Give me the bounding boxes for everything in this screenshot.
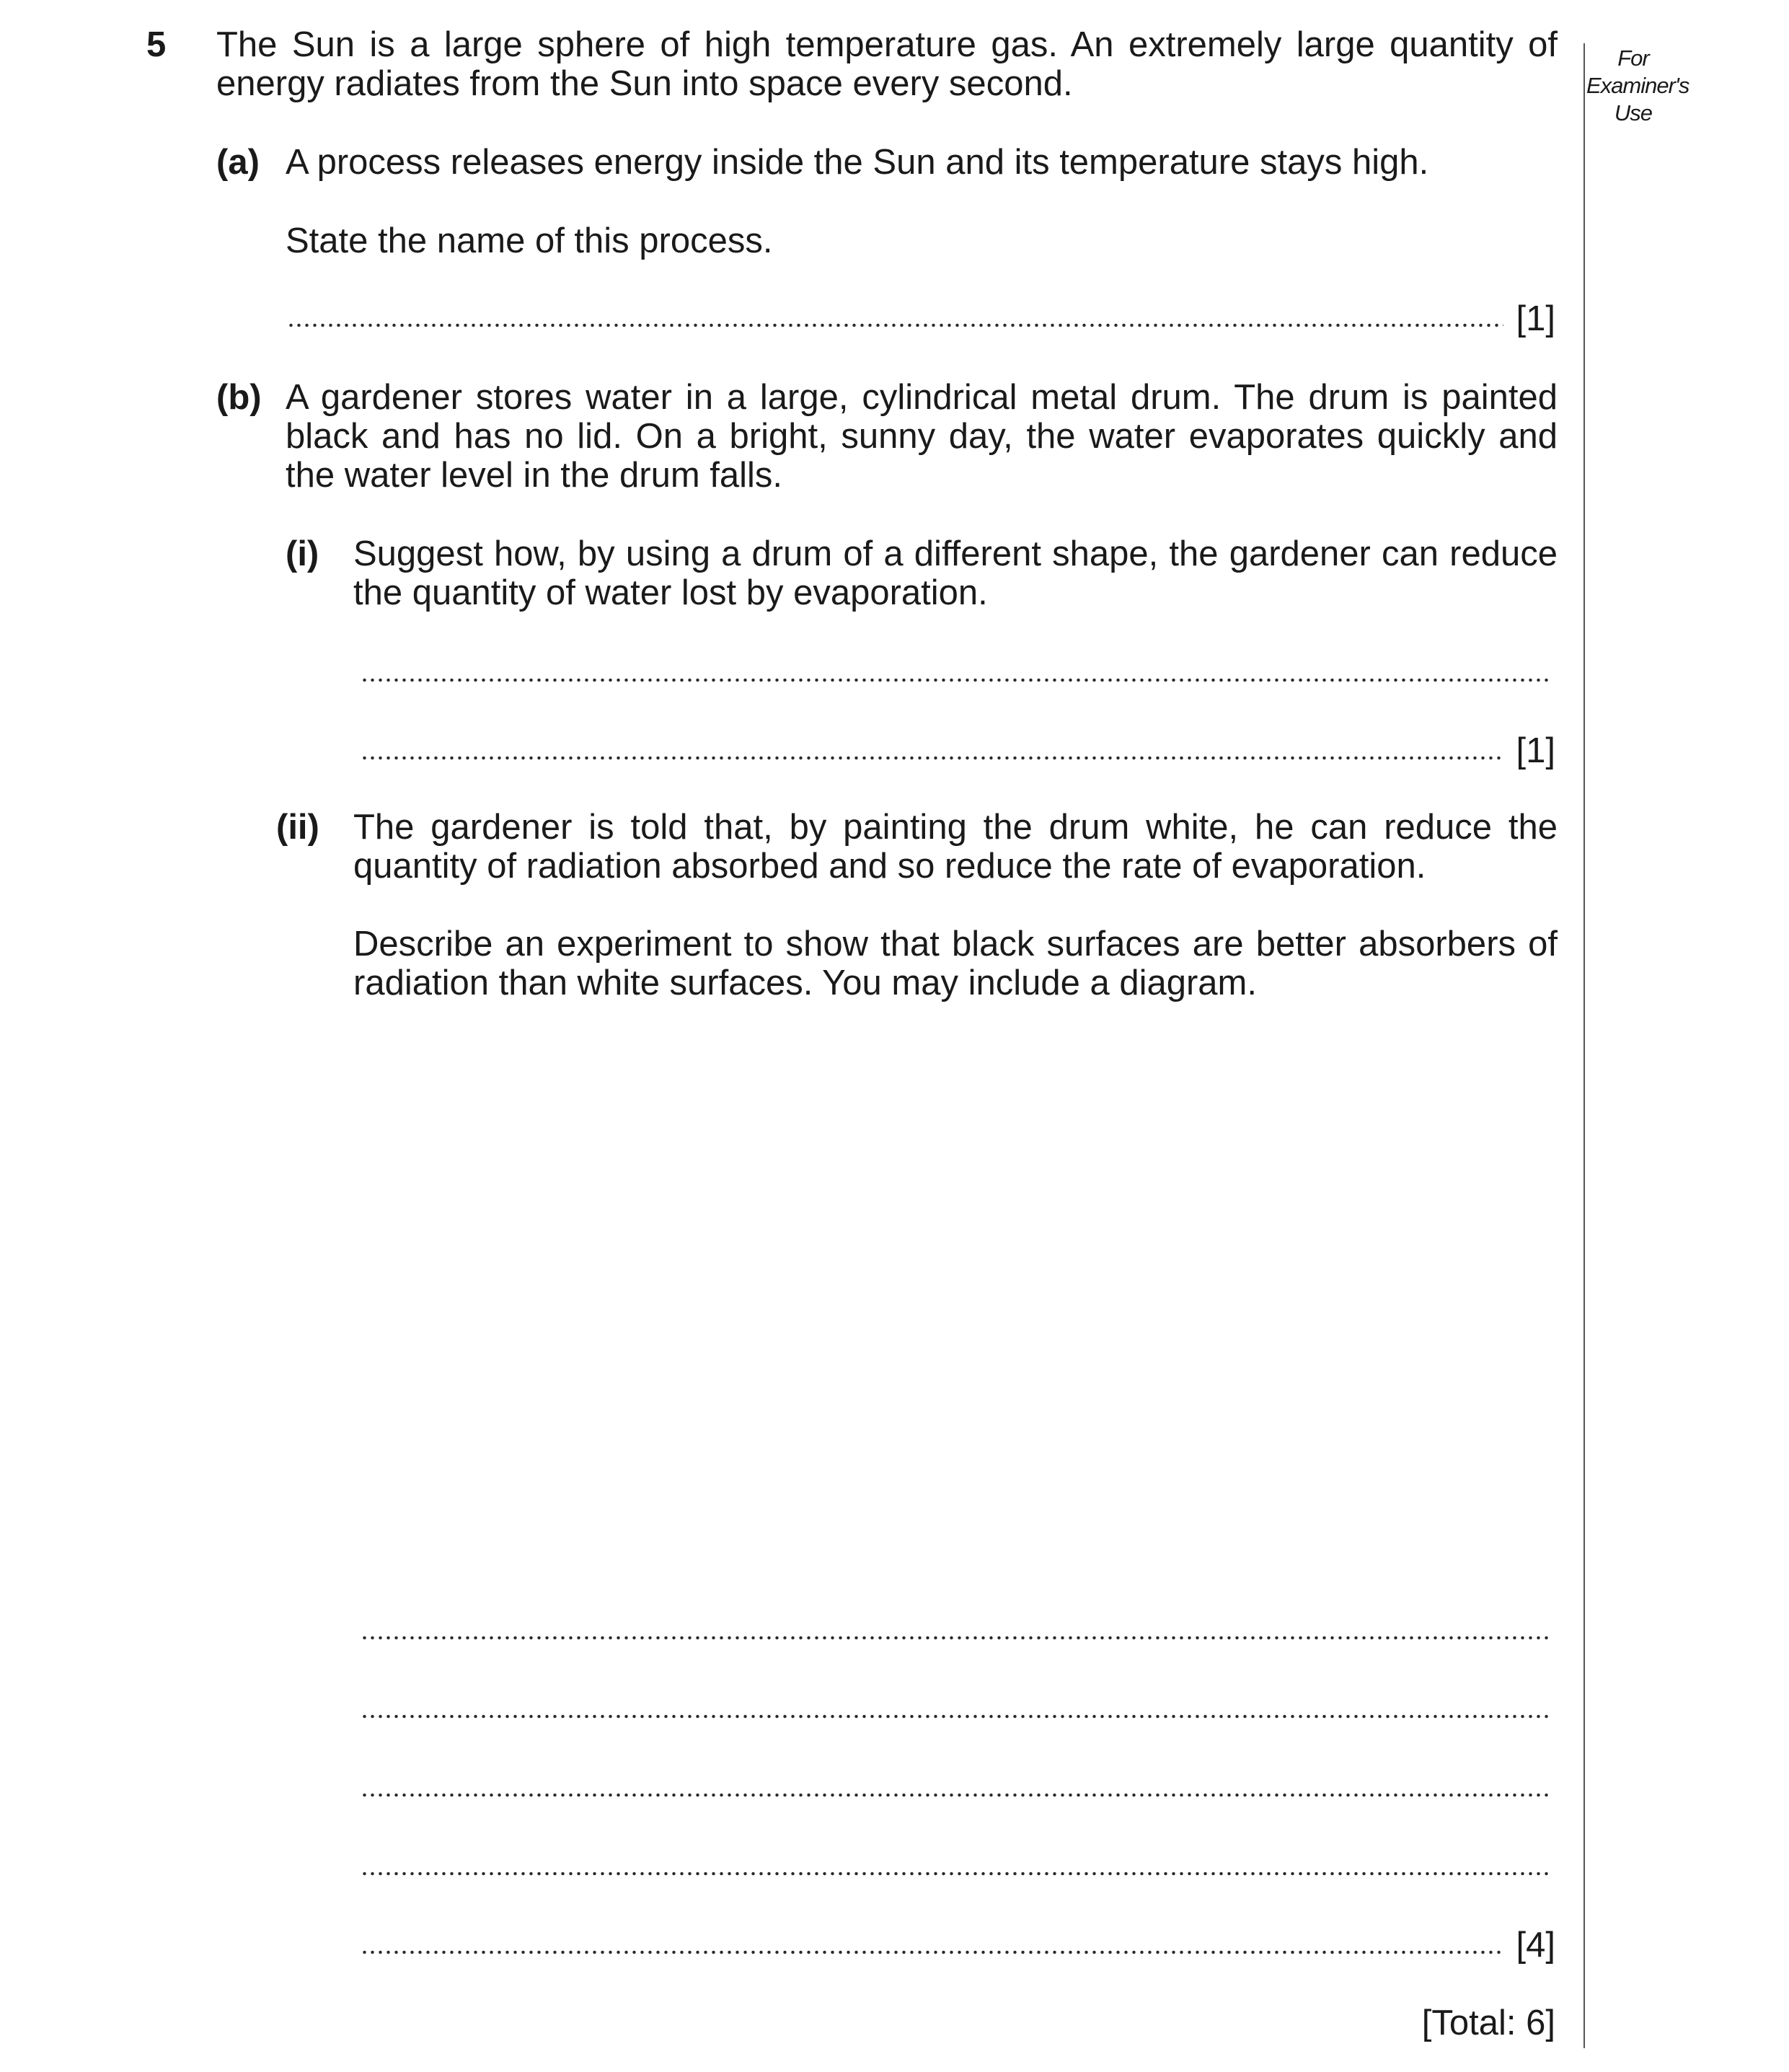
examiner-use-label (1586, 45, 1689, 127)
total-marks: [Total: 6] (1421, 2003, 1555, 2042)
answer-line-b-ii-5[interactable] (361, 1950, 1504, 1954)
answer-line-b-ii-4[interactable] (361, 1872, 1550, 1876)
part-b-text: A gardener stores water in a large, cylindrical metal drum. The drum is painted black and has no lid. On a bright, sunny day, the water evaporates quickly and the water level in the drum falls. (286, 378, 1558, 495)
part-b-ii-label: (ii) (276, 808, 319, 847)
part-b-i-text: Suggest how, by using a drum of a different shape, the gardener can reduce the quantity of water lost by evaporation. (353, 534, 1558, 612)
question-intro: The Sun is a large sphere of high temperature gas. An extremely large quantity of energy radiates from the Sun into space every second. (216, 25, 1558, 103)
examiner-label-line3: Use (1614, 100, 1653, 125)
part-a-text: A process releases energy inside the Sun and its temperature stays high. (286, 143, 1429, 182)
question-number: 5 (146, 25, 167, 64)
answer-line-b-ii-2[interactable] (361, 1714, 1550, 1719)
part-b-i-marks: [1] (1516, 731, 1555, 770)
answer-line-b-ii-3[interactable] (361, 1793, 1550, 1797)
examiner-label-line2: Examiner's (1586, 73, 1689, 98)
answer-line-b-i-1[interactable] (361, 678, 1550, 682)
part-b-i-label: (i) (286, 534, 319, 573)
part-a-marks: [1] (1516, 299, 1555, 338)
answer-line-b-ii-1[interactable] (361, 1636, 1550, 1640)
part-b-ii-marks: [4] (1516, 1926, 1555, 1965)
answer-line-b-i-2[interactable] (361, 756, 1504, 760)
part-b-label: (b) (216, 378, 262, 417)
part-b-ii-text: The gardener is told that, by painting the drum white, he can reduce the quantity of radiation absorbed and so reduce the rate of evaporation. (353, 808, 1558, 886)
examiner-label-line1: For (1617, 45, 1649, 71)
diagram-space[interactable] (353, 1010, 1558, 1587)
part-a-label: (a) (216, 143, 260, 182)
part-b-ii-instruction: Describe an experiment to show that black surfaces are better absorbers of radiation than white surfaces. You may include a diagram. (353, 925, 1558, 1002)
answer-line-a[interactable] (287, 323, 1503, 327)
examiner-margin-line (1583, 43, 1585, 2048)
part-a-instruction: State the name of this process. (286, 221, 773, 260)
